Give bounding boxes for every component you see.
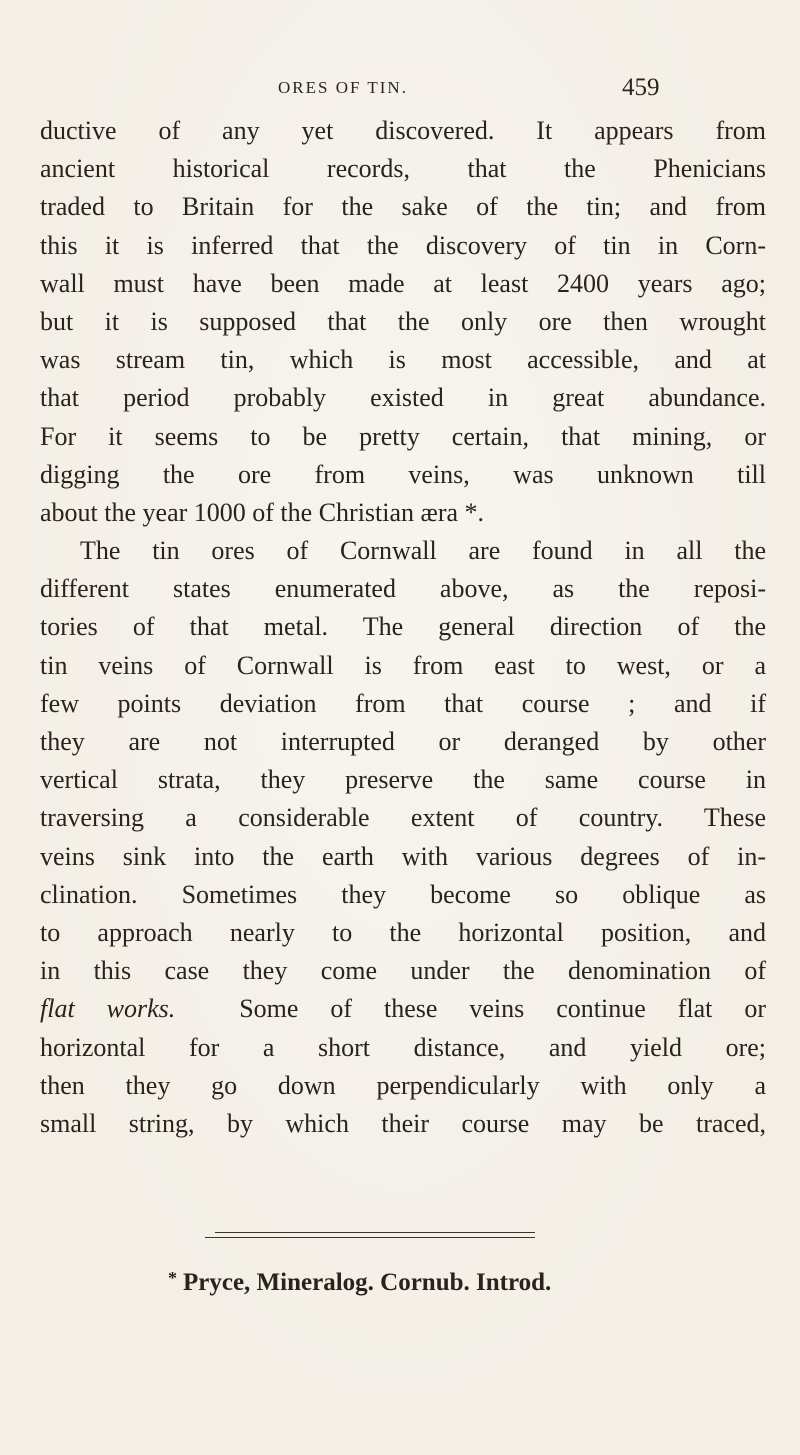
running-head-title: ORES OF TIN.	[278, 78, 408, 97]
text-line: veins sink into the earth with various degrees of in-	[40, 841, 766, 871]
text-line: ductive of any yet discovered. It appears from	[40, 116, 766, 145]
text-line: different states enumerated above, as the reposi-	[40, 574, 766, 604]
text-line: horizontal for a short distance, and yield ore;	[40, 1032, 766, 1062]
footnote	[168, 1268, 551, 1297]
text-line: tin veins of Cornwall is from east to west, or a	[40, 650, 766, 680]
text-line: digging the ore from veins, was unknown till	[40, 459, 766, 489]
footnote-divider	[205, 1237, 535, 1238]
running-head	[0, 74, 800, 102]
text-line: was stream tin, which is most accessible, and at	[40, 345, 766, 375]
text-line: traversing a considerable extent of country. These	[40, 803, 766, 833]
text-line: vertical strata, they preserve the same course in	[40, 765, 766, 795]
text-line: few points deviation from that course ; and if	[40, 688, 766, 718]
text-segment: Some of these veins continue flat or	[239, 994, 767, 1024]
text-line	[40, 990, 766, 1028]
footnote-divider	[215, 1232, 535, 1233]
footnote-text: Pryce, Mineralog. Cornub. Introd.	[183, 1269, 552, 1296]
italic-term: flat works.	[40, 994, 176, 1024]
text-line: in this case they come under the denomination of	[40, 956, 766, 986]
text-line: traded to Britain for the sake of the tin; and from	[40, 192, 766, 222]
text-line: small string, by which their course may be traced,	[40, 1108, 766, 1138]
text-line: The tin ores of Cornwall are found in all the	[80, 536, 766, 566]
text-line: tories of that metal. The general direction of the	[40, 612, 766, 642]
text-line: wall must have been made at least 2400 years ago;	[40, 268, 766, 298]
body-text	[40, 112, 766, 1143]
footnote-mark: *	[168, 1268, 177, 1288]
text-line: ancient historical records, that the Phenicians	[40, 154, 766, 184]
text-line: For it seems to be pretty certain, that mining, or	[40, 421, 766, 451]
text-line: to approach nearly to the horizontal position, and	[40, 917, 766, 947]
text-line: clination. Sometimes they become so oblique as	[40, 879, 766, 909]
text-line: they are not interrupted or deranged by other	[40, 727, 766, 756]
text-line: but it is supposed that the only ore then wrought	[40, 306, 766, 336]
text-line: that period probably existed in great abundance.	[40, 383, 766, 413]
text-line: about the year 1000 of the Christian æra *.	[40, 497, 485, 527]
page-number: 459	[622, 74, 660, 101]
text-line: then they go down perpendicularly with only a	[40, 1070, 766, 1100]
text-line: this it is inferred that the discovery of tin in Corn-	[40, 230, 766, 260]
